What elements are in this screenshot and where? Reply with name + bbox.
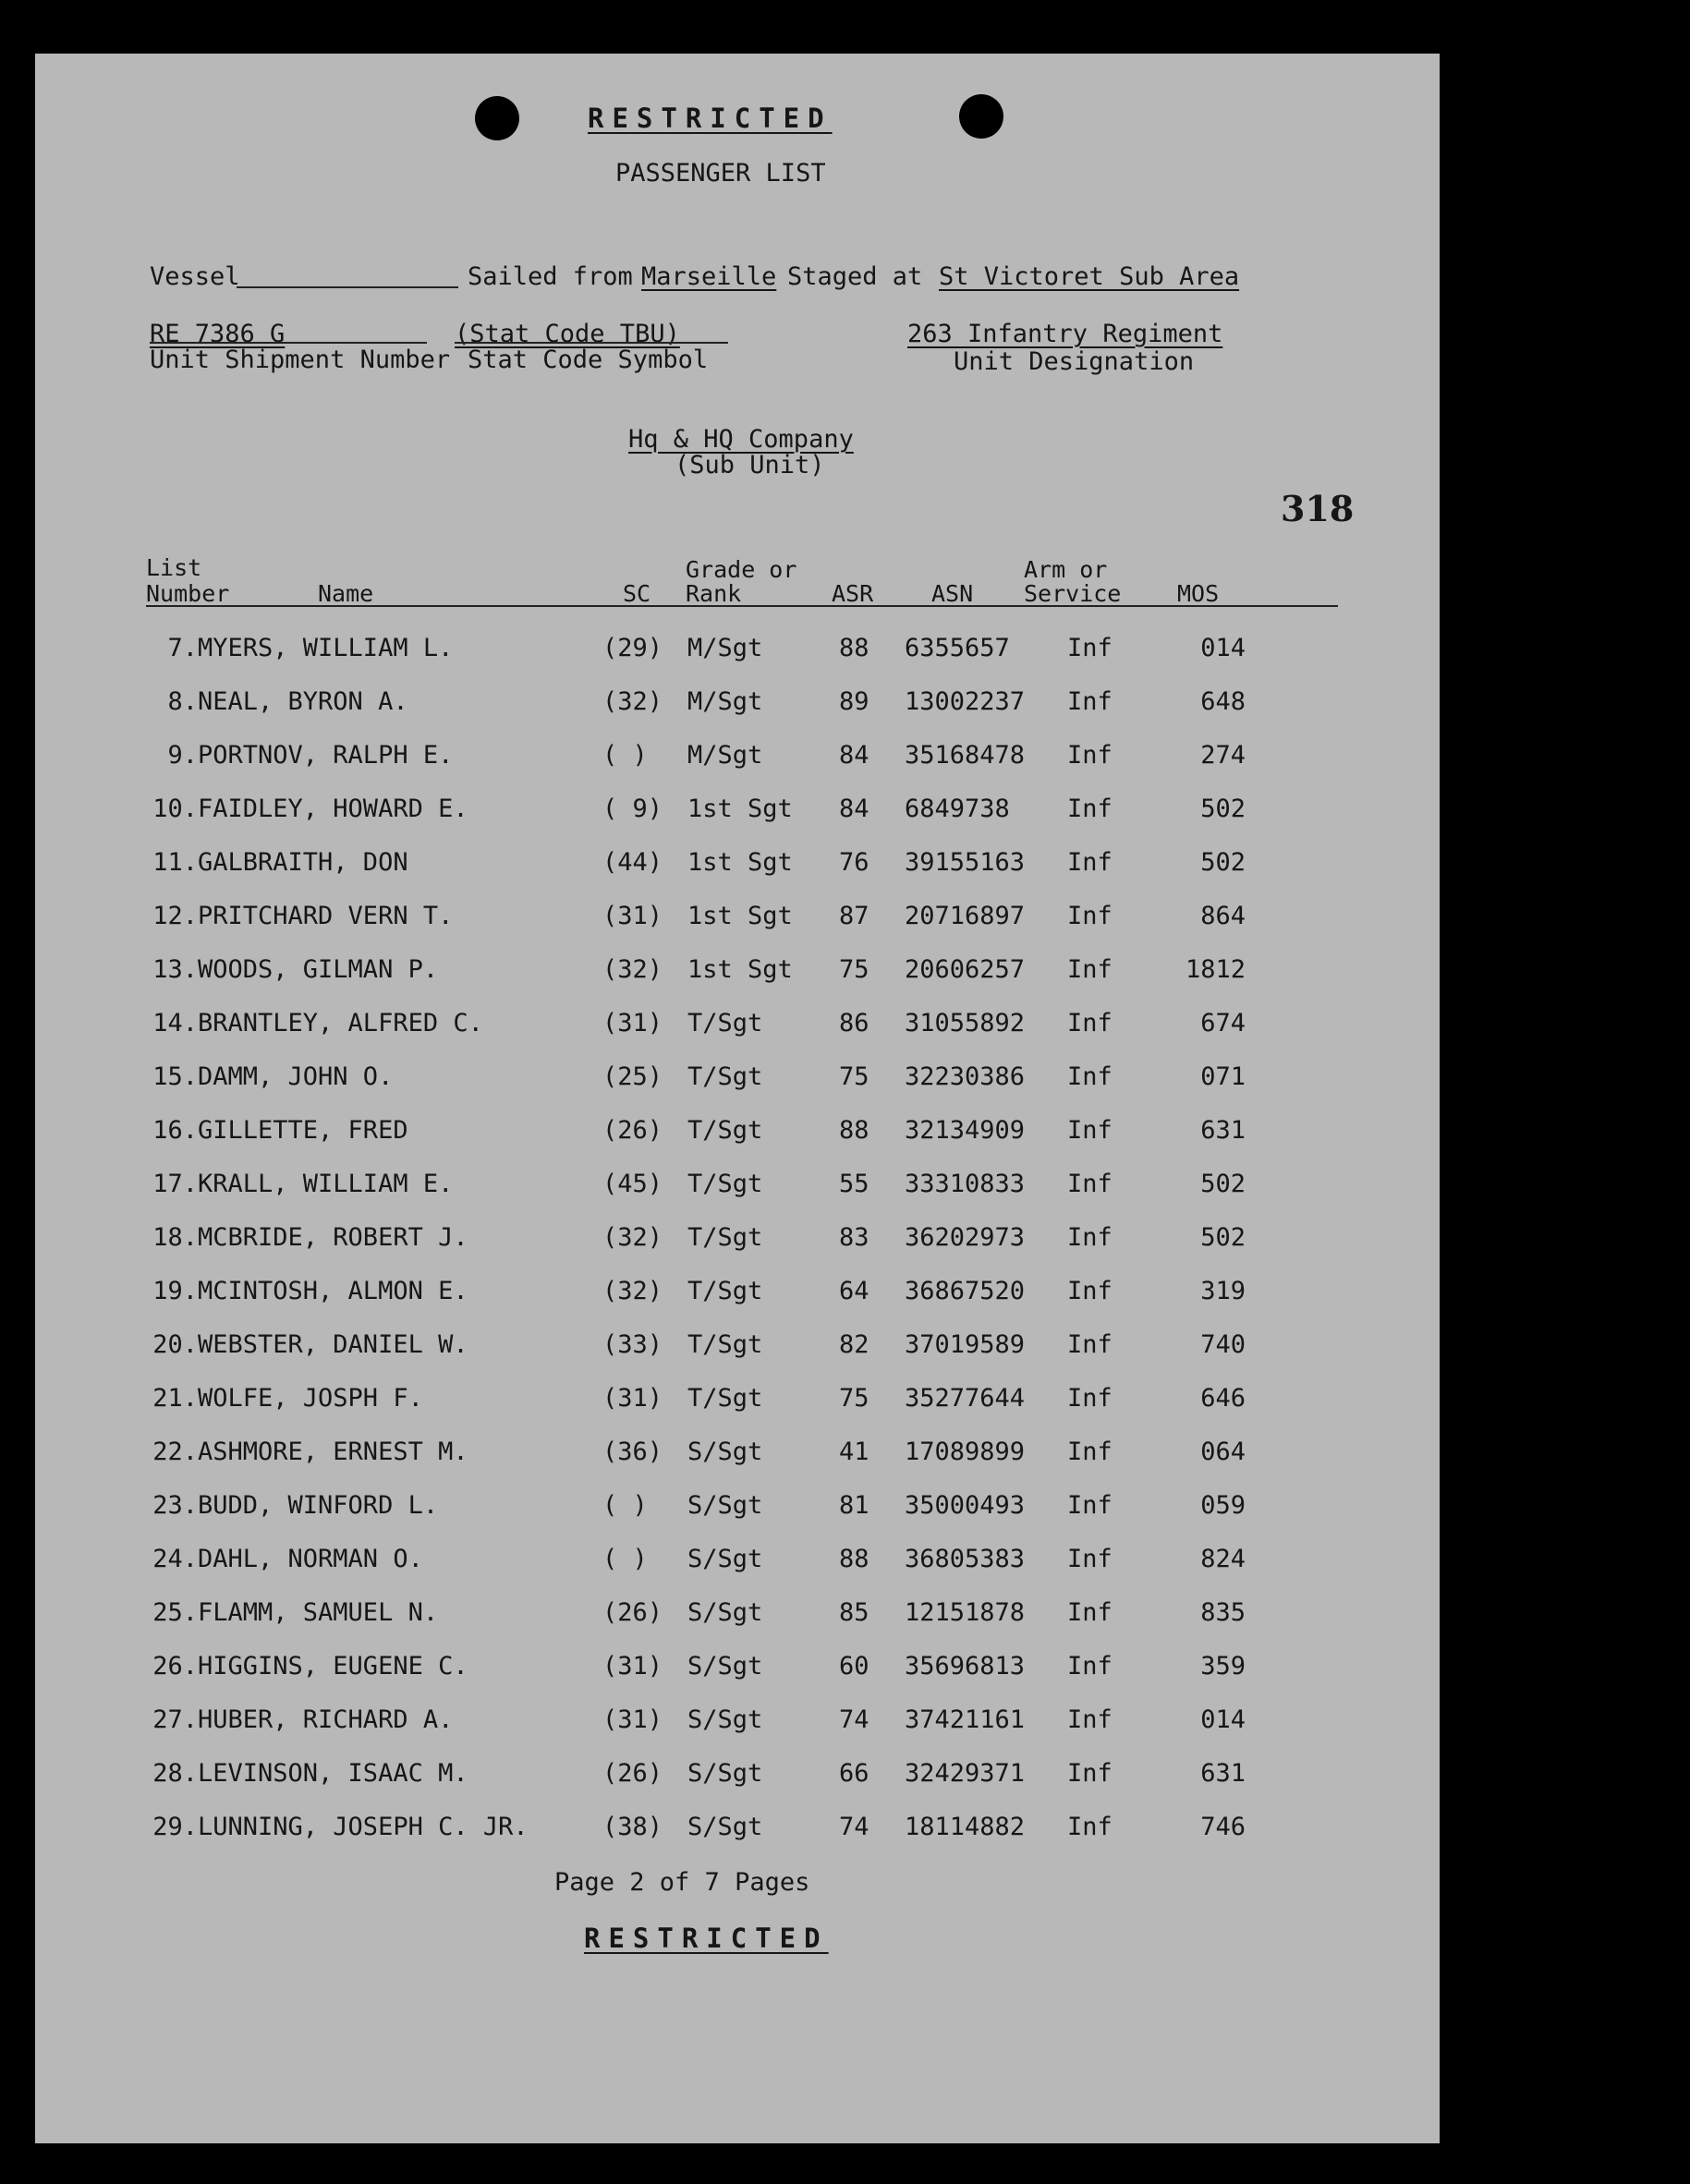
- passenger-name: DAHL, NORMAN O.: [198, 1545, 423, 1573]
- asn-value: 36202973: [905, 1223, 1026, 1252]
- asn-value: 12151878: [905, 1598, 1026, 1627]
- table-row: [35, 1598, 1440, 1635]
- sailed-from-label: Sailed from: [468, 262, 633, 291]
- asr-value: 64: [839, 1277, 869, 1305]
- unit-designation-value: 263 Infantry Regiment: [907, 320, 1223, 348]
- asr-value: 74: [839, 1813, 869, 1841]
- staged-at-label: Staged at: [787, 262, 923, 291]
- asn-value: 32134909: [905, 1116, 1026, 1145]
- asn-value: 37019589: [905, 1330, 1026, 1359]
- passenger-name: HUBER, RICHARD A.: [198, 1705, 454, 1734]
- arm-value: Inf: [1067, 1062, 1112, 1091]
- list-number: 29.: [152, 1813, 198, 1841]
- asn-value: 18114882: [905, 1813, 1026, 1841]
- sc-value: (32): [602, 1223, 663, 1252]
- table-row: [35, 687, 1440, 724]
- grade-value: T/Sgt: [687, 1277, 763, 1305]
- header-name: Name: [318, 580, 374, 607]
- grade-value: M/Sgt: [687, 741, 763, 770]
- arm-value: Inf: [1067, 955, 1112, 984]
- table-row: [35, 1813, 1440, 1850]
- sc-value: ( ): [602, 1491, 648, 1520]
- passenger-name: WOLFE, JOSPH F.: [198, 1384, 423, 1413]
- asr-value: 75: [839, 1384, 869, 1413]
- table-row: [35, 1545, 1440, 1582]
- passenger-name: WEBSTER, DANIEL W.: [198, 1330, 468, 1359]
- sc-value: (31): [602, 902, 663, 930]
- asr-value: 83: [839, 1223, 869, 1252]
- header-grade-1: Grade or: [686, 556, 797, 583]
- asn-value: 35168478: [905, 741, 1026, 770]
- list-number: 17.: [152, 1170, 198, 1198]
- asr-value: 88: [839, 1116, 869, 1145]
- sc-value: (31): [602, 1705, 663, 1734]
- table-row: [35, 1009, 1440, 1046]
- asn-value: 17089899: [905, 1438, 1026, 1466]
- stat-code-label: Stat Code Symbol: [468, 346, 709, 374]
- grade-value: S/Sgt: [687, 1652, 763, 1680]
- passenger-name: LUNNING, JOSEPH C. JR.: [198, 1813, 529, 1841]
- sc-value: (38): [602, 1813, 663, 1841]
- mos-value: 648: [1200, 687, 1246, 716]
- arm-value: Inf: [1067, 1759, 1112, 1788]
- mos-value: 835: [1200, 1598, 1246, 1627]
- mos-value: 631: [1200, 1759, 1246, 1788]
- classification-bottom: RESTRICTED: [584, 1923, 829, 1954]
- list-number: 20.: [152, 1330, 198, 1359]
- list-number: 18.: [152, 1223, 198, 1252]
- asn-value: 6849738: [905, 795, 1010, 823]
- vessel-blank: [237, 286, 458, 288]
- grade-value: S/Sgt: [687, 1705, 763, 1734]
- passenger-name: GILLETTE, FRED: [198, 1116, 408, 1145]
- unit-shipment-label: Unit Shipment Number: [150, 346, 451, 374]
- arm-value: Inf: [1067, 1116, 1112, 1145]
- header-arm-2: Service: [1024, 580, 1122, 607]
- arm-value: Inf: [1067, 1330, 1112, 1359]
- table-row: [35, 1705, 1440, 1742]
- table-row: [35, 1652, 1440, 1689]
- asr-value: 85: [839, 1598, 869, 1627]
- sc-value: (31): [602, 1009, 663, 1037]
- arm-value: Inf: [1067, 1223, 1112, 1252]
- unit-shipment-blank: [150, 342, 427, 344]
- document-page: [35, 54, 1440, 2143]
- table-row: [35, 795, 1440, 831]
- asn-value: 32230386: [905, 1062, 1026, 1091]
- grade-value: T/Sgt: [687, 1062, 763, 1091]
- sc-value: (32): [602, 955, 663, 984]
- sc-value: (26): [602, 1759, 663, 1788]
- mos-value: 274: [1200, 741, 1246, 770]
- passenger-name: WOODS, GILMAN P.: [198, 955, 439, 984]
- sc-value: (33): [602, 1330, 663, 1359]
- sc-value: (29): [602, 634, 663, 662]
- mos-value: 631: [1200, 1116, 1246, 1145]
- arm-value: Inf: [1067, 1545, 1112, 1573]
- table-row: [35, 634, 1440, 671]
- asr-value: 66: [839, 1759, 869, 1788]
- asn-value: 32429371: [905, 1759, 1026, 1788]
- grade-value: T/Sgt: [687, 1116, 763, 1145]
- arm-value: Inf: [1067, 1598, 1112, 1627]
- asn-value: 31055892: [905, 1009, 1026, 1037]
- list-number: 9.: [167, 741, 198, 770]
- page-number: 318: [1281, 488, 1355, 529]
- list-number: 12.: [152, 902, 198, 930]
- sc-value: (25): [602, 1062, 663, 1091]
- list-number: 15.: [152, 1062, 198, 1091]
- punch-hole-left: [475, 96, 519, 140]
- grade-value: 1st Sgt: [687, 848, 793, 877]
- mos-value: 319: [1200, 1277, 1246, 1305]
- passenger-name: PORTNOV, RALPH E.: [198, 741, 454, 770]
- sailed-from-value: Marseille: [641, 262, 777, 291]
- passenger-name: BUDD, WINFORD L.: [198, 1491, 439, 1520]
- asr-value: 75: [839, 1062, 869, 1091]
- sc-value: (26): [602, 1598, 663, 1627]
- arm-value: Inf: [1067, 1491, 1112, 1520]
- mos-value: 864: [1200, 902, 1246, 930]
- asn-value: 13002237: [905, 687, 1026, 716]
- passenger-name: KRALL, WILLIAM E.: [198, 1170, 454, 1198]
- table-row: [35, 1384, 1440, 1421]
- table-row: [35, 1759, 1440, 1796]
- sc-value: ( ): [602, 741, 648, 770]
- sc-value: (45): [602, 1170, 663, 1198]
- asn-value: 20606257: [905, 955, 1026, 984]
- stat-code-value: (Stat Code TBU): [455, 320, 680, 348]
- mos-value: 064: [1200, 1438, 1246, 1466]
- passenger-name: MYERS, WILLIAM L.: [198, 634, 454, 662]
- asn-value: 37421161: [905, 1705, 1026, 1734]
- list-number: 25.: [152, 1598, 198, 1627]
- asr-value: 76: [839, 848, 869, 877]
- passenger-name: NEAL, BYRON A.: [198, 687, 408, 716]
- arm-value: Inf: [1067, 1813, 1112, 1841]
- header-list-2: Number: [146, 580, 230, 607]
- table-row: [35, 1116, 1440, 1153]
- asn-value: 36867520: [905, 1277, 1026, 1305]
- mos-value: 502: [1200, 848, 1246, 877]
- passenger-name: HIGGINS, EUGENE C.: [198, 1652, 468, 1680]
- sc-value: ( ): [602, 1545, 648, 1573]
- arm-value: Inf: [1067, 1170, 1112, 1198]
- sub-unit-label: (Sub Unit): [675, 451, 825, 479]
- asn-value: 6355657: [905, 634, 1010, 662]
- list-number: 8.: [167, 687, 198, 716]
- arm-value: Inf: [1067, 687, 1112, 716]
- asr-value: 88: [839, 634, 869, 662]
- grade-value: M/Sgt: [687, 687, 763, 716]
- asn-value: 35696813: [905, 1652, 1026, 1680]
- mos-value: 646: [1200, 1384, 1246, 1413]
- list-number: 11.: [152, 848, 198, 877]
- sc-value: (32): [602, 1277, 663, 1305]
- grade-value: T/Sgt: [687, 1223, 763, 1252]
- sc-value: (31): [602, 1652, 663, 1680]
- asn-value: 33310833: [905, 1170, 1026, 1198]
- grade-value: M/Sgt: [687, 634, 763, 662]
- list-number: 28.: [152, 1759, 198, 1788]
- sc-value: (31): [602, 1384, 663, 1413]
- grade-value: 1st Sgt: [687, 902, 793, 930]
- mos-value: 824: [1200, 1545, 1246, 1573]
- arm-value: Inf: [1067, 848, 1112, 877]
- passenger-name: DAMM, JOHN O.: [198, 1062, 394, 1091]
- header-grade-2: Rank: [686, 580, 742, 607]
- unit-designation-label: Unit Designation: [954, 347, 1195, 376]
- arm-value: Inf: [1067, 1438, 1112, 1466]
- arm-value: Inf: [1067, 1652, 1112, 1680]
- grade-value: T/Sgt: [687, 1170, 763, 1198]
- asr-value: 75: [839, 955, 869, 984]
- mos-value: 1812: [1185, 955, 1246, 984]
- passenger-name: ASHMORE, ERNEST M.: [198, 1438, 468, 1466]
- list-number: 19.: [152, 1277, 198, 1305]
- arm-value: Inf: [1067, 902, 1112, 930]
- document-title: PASSENGER LIST: [615, 159, 826, 188]
- mos-value: 014: [1200, 634, 1246, 662]
- passenger-name: FLAMM, SAMUEL N.: [198, 1598, 439, 1627]
- asr-value: 86: [839, 1009, 869, 1037]
- unit-shipment-number: RE 7386 G: [150, 320, 286, 348]
- asr-value: 60: [839, 1652, 869, 1680]
- mos-value: 359: [1200, 1652, 1246, 1680]
- header-list-1: List: [146, 554, 202, 581]
- table-row: [35, 902, 1440, 939]
- table-row: [35, 1277, 1440, 1314]
- passenger-name: PRITCHARD VERN T.: [198, 902, 454, 930]
- header-asn: ASN: [931, 580, 974, 607]
- stat-code-blank: [455, 342, 728, 344]
- list-number: 16.: [152, 1116, 198, 1145]
- mos-value: 071: [1200, 1062, 1246, 1091]
- arm-value: Inf: [1067, 1705, 1112, 1734]
- asn-value: 35277644: [905, 1384, 1026, 1413]
- header-sc: SC: [623, 580, 651, 607]
- vessel-label: Vessel: [150, 262, 240, 291]
- grade-value: T/Sgt: [687, 1384, 763, 1413]
- asr-value: 84: [839, 741, 869, 770]
- grade-value: S/Sgt: [687, 1598, 763, 1627]
- mos-value: 014: [1200, 1705, 1246, 1734]
- list-number: 21.: [152, 1384, 198, 1413]
- grade-value: S/Sgt: [687, 1438, 763, 1466]
- sc-value: (44): [602, 848, 663, 877]
- table-row: [35, 955, 1440, 992]
- header-mos: MOS: [1177, 580, 1220, 607]
- mos-value: 502: [1200, 1170, 1246, 1198]
- mos-value: 059: [1200, 1491, 1246, 1520]
- table-row: [35, 1330, 1440, 1367]
- page-count: Page 2 of 7 Pages: [554, 1868, 810, 1897]
- mos-value: 746: [1200, 1813, 1246, 1841]
- grade-value: 1st Sgt: [687, 795, 793, 823]
- header-arm-1: Arm or: [1024, 556, 1108, 583]
- header-rule: [146, 605, 1338, 607]
- arm-value: Inf: [1067, 741, 1112, 770]
- arm-value: Inf: [1067, 1277, 1112, 1305]
- asn-value: 20716897: [905, 902, 1026, 930]
- table-row: [35, 1438, 1440, 1474]
- staged-at-value: St Victoret Sub Area: [939, 262, 1240, 291]
- mos-value: 502: [1200, 1223, 1246, 1252]
- arm-value: Inf: [1067, 1384, 1112, 1413]
- passenger-name: LEVINSON, ISAAC M.: [198, 1759, 468, 1788]
- passenger-name: FAIDLEY, HOWARD E.: [198, 795, 468, 823]
- list-number: 22.: [152, 1438, 198, 1466]
- passenger-name: MCINTOSH, ALMON E.: [198, 1277, 468, 1305]
- passenger-name: BRANTLEY, ALFRED C.: [198, 1009, 483, 1037]
- asr-value: 41: [839, 1438, 869, 1466]
- passenger-name: MCBRIDE, ROBERT J.: [198, 1223, 468, 1252]
- grade-value: T/Sgt: [687, 1330, 763, 1359]
- passenger-name: GALBRAITH, DON: [198, 848, 408, 877]
- asn-value: 35000493: [905, 1491, 1026, 1520]
- asr-value: 55: [839, 1170, 869, 1198]
- table-row: [35, 1491, 1440, 1528]
- grade-value: S/Sgt: [687, 1759, 763, 1788]
- asr-value: 89: [839, 687, 869, 716]
- list-number: 26.: [152, 1652, 198, 1680]
- asn-value: 36805383: [905, 1545, 1026, 1573]
- mos-value: 674: [1200, 1009, 1246, 1037]
- grade-value: T/Sgt: [687, 1009, 763, 1037]
- mos-value: 740: [1200, 1330, 1246, 1359]
- grade-value: S/Sgt: [687, 1813, 763, 1841]
- asr-value: 82: [839, 1330, 869, 1359]
- asr-value: 81: [839, 1491, 869, 1520]
- list-number: 7.: [167, 634, 198, 662]
- sc-value: ( 9): [602, 795, 663, 823]
- asr-value: 88: [839, 1545, 869, 1573]
- table-row: [35, 1170, 1440, 1207]
- grade-value: 1st Sgt: [687, 955, 793, 984]
- punch-hole-right: [959, 94, 1003, 139]
- asr-value: 84: [839, 795, 869, 823]
- table-row: [35, 741, 1440, 778]
- list-number: 10.: [152, 795, 198, 823]
- sub-unit-value: Hq & HQ Company: [628, 425, 854, 454]
- asn-value: 39155163: [905, 848, 1026, 877]
- arm-value: Inf: [1067, 795, 1112, 823]
- sc-value: (26): [602, 1116, 663, 1145]
- sc-value: (36): [602, 1438, 663, 1466]
- grade-value: S/Sgt: [687, 1545, 763, 1573]
- asr-value: 74: [839, 1705, 869, 1734]
- list-number: 27.: [152, 1705, 198, 1734]
- table-row: [35, 1223, 1440, 1260]
- sc-value: (32): [602, 687, 663, 716]
- arm-value: Inf: [1067, 1009, 1112, 1037]
- arm-value: Inf: [1067, 634, 1112, 662]
- asr-value: 87: [839, 902, 869, 930]
- header-asr: ASR: [832, 580, 874, 607]
- mos-value: 502: [1200, 795, 1246, 823]
- list-number: 24.: [152, 1545, 198, 1573]
- list-number: 14.: [152, 1009, 198, 1037]
- table-row: [35, 1062, 1440, 1099]
- table-row: [35, 848, 1440, 885]
- list-number: 23.: [152, 1491, 198, 1520]
- classification-top: RESTRICTED: [588, 103, 833, 134]
- list-number: 13.: [152, 955, 198, 984]
- grade-value: S/Sgt: [687, 1491, 763, 1520]
